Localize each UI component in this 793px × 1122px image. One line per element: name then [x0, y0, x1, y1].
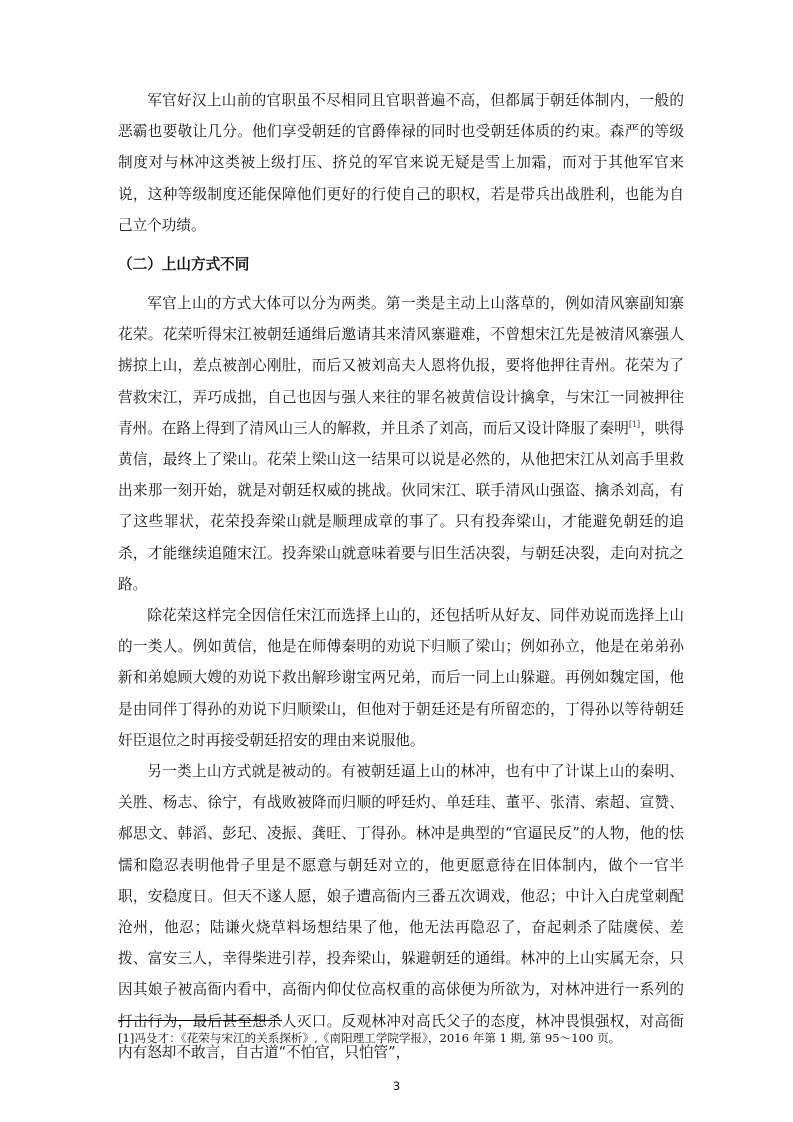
- paragraph-2-part-b: ，哄得黄信，最终上了梁山。花荣上梁山这一结果可以说是必然的，从他把宋江从刘高手里救出来那一刻开始，就是对朝廷权威的挑战。伙同宋江、联手清风山强盗、擒杀刘高，有了这些罪状，花荣投奔梁山就是顺理成章的事了。只有投奔梁山，才能避免朝廷的追杀，才能继续追随宋江。投奔梁山就意味着要与旧生活决裂，与朝廷决裂，走向对抗之路。: [118, 419, 684, 593]
- paragraph-2-part-a: 军官上山的方式大体可以分为两类。第一类是主动上山落草的，例如清风寨副知寨花荣。花荣听得宋江被朝廷通缉后邀请其来清风寨避难，不曾想宋江先是被清风寨强人掳掠上山，差点被剖心刚肚，而后又被刘高夫人恩将仇报，要将他押往青州。花荣为了营救宋江，弄巧成拙，自己也因与强人来往的罪名被黄信设计擒拿，与宋江一同被押往青州。在路上得到了清风山三人的解救，并且杀了刘高，而后又设计降服了秦明: [118, 295, 684, 437]
- paragraph-3: 除花荣这样完全因信任宋江而选择上山的，还包括听从好友、同伴劝说而选择上山的一类人。例如黄信，他是在师傅秦明的劝说下归顺了梁山；例如孙立，他是在弟弟孙新和弟媳顾大嫂的劝说下救出解珍谢宝两兄弟，而后一同上山躲避。再例如魏定国，他是由同伴丁得孙的劝说下归顺梁山，但他对于朝廷还是有所留恋的，丁得孙以等待朝廷奸臣退位之时再接受朝廷招安的理由来说服他。: [118, 607, 684, 749]
- page-body: [118, 85, 684, 1068]
- paragraph-4: 另一类上山方式就是被动的。有被朝廷逼上山的林冲，也有中了计谋上山的秦明、关胜、杨志、徐宁，有战败被降而归顺的呼廷灼、单廷珪、董平、张清、索超、宣赞、郝思文、韩滔、彭玘、凌振、龚旺、丁得孙。林冲是典型的“官逼民反”的人物，他的怯懦和隐忍表明他骨子里是不愿意与朝廷对立的，他更愿意待在旧体制内，做个一官半职，安稳度日。但天不遂人愿，娘子遭高衙内三番五次调戏，他忍；中计入白虎堂刺配沧州，他忍；陆谦火烧草料场想结果了他，他无法再隐忍了，奋起刺杀了陆虞侯、差拨、富安三人，幸得柴进引荐，投奔梁山，躲避朝廷的通缉。林冲的上山实属无奈，只因其娘子被高衙内看中，高衙内仰仗位高权重的高俅便为所欲为，对林冲进行一系列的打击行为，最后甚至想杀人灭口。反观林冲对高氏父子的态度，林冲畏惧强权，对高衙内有怒却不敢言，自古道“不怕官，只怕管”，: [118, 763, 684, 1061]
- section-heading: （二）上山方式不同: [118, 256, 250, 274]
- footnote: [1]冯殳才：《花荣与宋江的关系探析》,《南阳理工学院学报》，2016 年第 1 期, 第 95～100 页。: [118, 1031, 621, 1045]
- footnote-divider: [118, 1020, 282, 1021]
- paragraph-2: [118, 288, 684, 600]
- paragraph-1: 军官好汉上山前的官职虽不尽相同且官职普遍不高，但都属于朝廷体制内，一般的恶霸也要敬让几分。他们享受朝廷的官爵俸禄的同时也受朝廷体质的约束。森严的等级制度对与林冲这类被上级打压、挤兑的军官来说无疑是雪上加霜，而对于其他军官来说，这种等级制度还能保障他们更好的行使自己的职权，若是带兵出战胜利，也能为自己立个功绩。: [118, 92, 684, 234]
- footnote-reference[interactable]: [1]: [628, 419, 641, 429]
- page-number: 3: [392, 1079, 401, 1093]
